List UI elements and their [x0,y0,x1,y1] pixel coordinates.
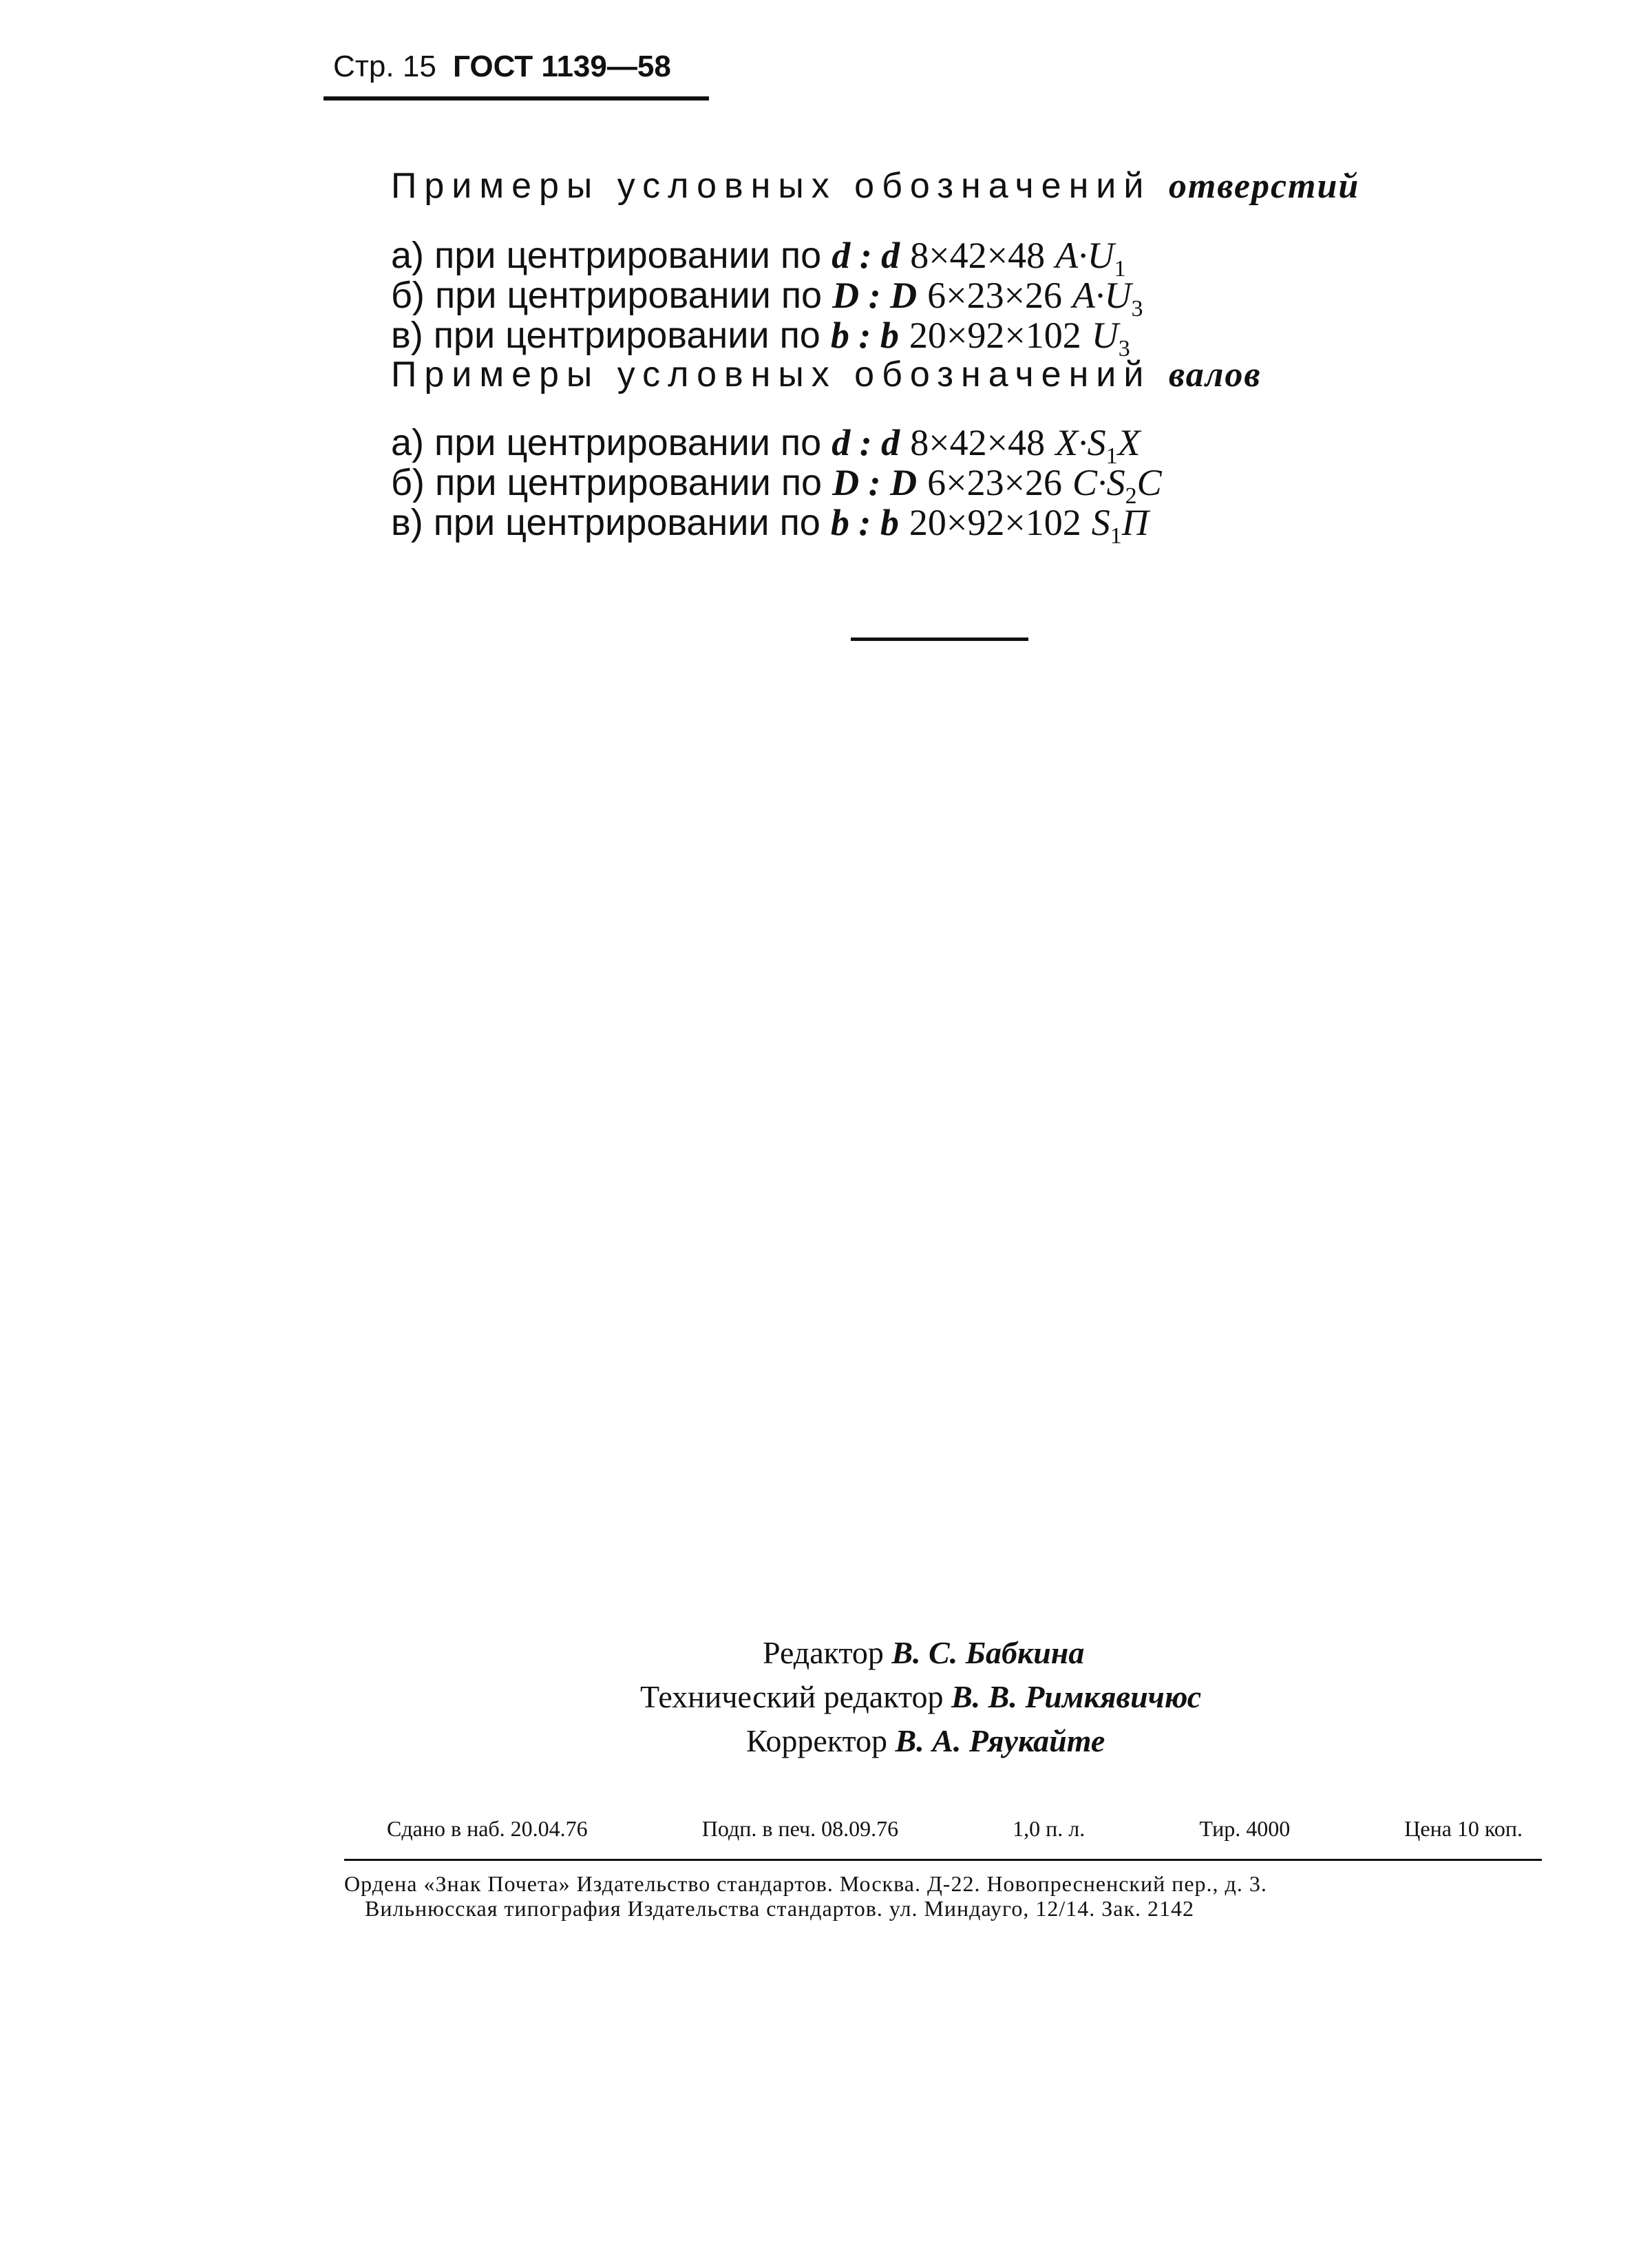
example-key: D : D [832,462,918,503]
shafts-heading-prefix: Примеры условных обозначений [391,355,1152,394]
example-text: при центрировании по [434,462,823,503]
imprint-sheets: 1,0 п. л. [1013,1816,1086,1841]
example-key: d : d [832,235,900,276]
example-key: b : b [830,502,899,543]
example-class: $C\cdot S_2C$ [1072,462,1162,509]
footer-publisher: Ордена «Знак Почета» Издательство стандартов. Москва. Д-22. Новопресненский пер., д. 3. [344,1871,1267,1896]
example-class: $A\cdot U_1$ [1055,235,1126,282]
credit-role: Корректор [746,1723,888,1758]
page-number: Стр. 15 [333,50,436,83]
example-text: при центрировании по [434,422,822,463]
example-dims: 6×23×26 [927,462,1063,503]
example-dims: 20×92×102 [909,502,1081,543]
credit-role: Редактор [763,1635,884,1670]
example-dims: 6×23×26 [927,275,1063,316]
imprint-line [387,1816,1523,1842]
example-dims: 8×42×48 [910,422,1046,463]
example-key: b : b [830,315,899,356]
example-class: $A\cdot U_3$ [1072,275,1143,322]
imprint-rule [344,1859,1542,1861]
credit-role: Технический редактор [640,1679,944,1714]
example-letter: в) [391,502,423,543]
holes-heading [391,165,1359,207]
shafts-heading-kind: валов [1168,355,1262,394]
credit-name: В. С. Бабкина [891,1635,1085,1670]
example-letter: а) [391,235,425,276]
example-text: при центрировании по [433,502,820,543]
example-letter: а) [391,422,425,463]
credit-editor [763,1634,1084,1671]
example-text: при центрировании по [434,275,823,316]
example-key: D : D [832,275,918,316]
section-end-rule [851,638,1028,641]
example-text: при центрировании по [434,235,822,276]
example-letter: б) [391,275,425,316]
page-header [333,50,671,84]
imprint-run: Тир. 4000 [1199,1816,1291,1841]
imprint-price: Цена 10 коп. [1404,1816,1523,1841]
example-letter: б) [391,462,425,503]
example-class: $U_3$ [1091,315,1130,361]
example-class: $S_1П$ [1091,502,1149,549]
example-key: d : d [832,422,900,463]
holes-heading-prefix: Примеры условных обозначений [391,166,1152,206]
shaft-example-c [391,501,1149,549]
imprint-submitted: Сдано в наб. 20.04.76 [387,1816,588,1841]
footer-printer: Вильнюсская типография Издательства стандартов. ул. Миндауго, 12/14. Зак. 2142 [365,1896,1195,1921]
example-class: $X\cdot S_1X$ [1055,422,1141,469]
holes-heading-kind: отверстий [1168,167,1360,206]
example-text: при центрировании по [433,315,820,356]
example-letter: в) [391,315,423,356]
credit-name: В. А. Ряукайте [895,1723,1105,1758]
example-dims: 8×42×48 [910,235,1046,276]
example-dims: 20×92×102 [909,315,1081,356]
credit-corrector [746,1723,1105,1759]
header-rule [324,96,709,101]
credit-name: В. В. Римкявичюс [951,1679,1202,1714]
imprint-signed: Подп. в печ. 08.09.76 [701,1816,899,1841]
shafts-heading [391,354,1262,395]
gost-number: ГОСТ 1139—58 [453,50,671,83]
credit-tech-editor [640,1678,1201,1715]
